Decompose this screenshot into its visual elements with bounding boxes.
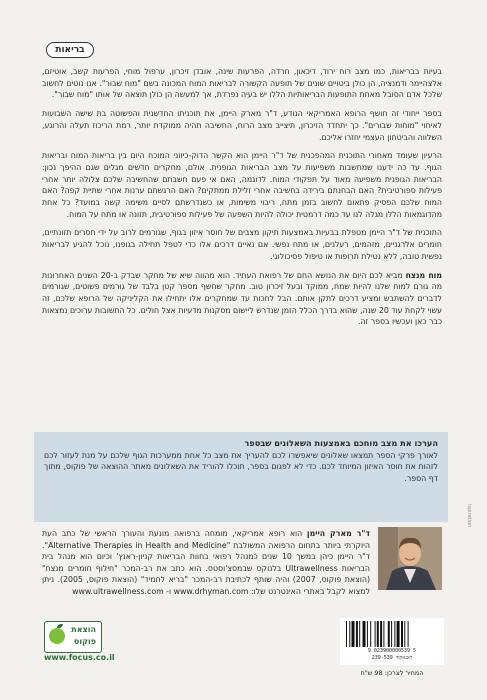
author-photo xyxy=(378,527,442,590)
author-portrait-icon xyxy=(378,527,442,590)
paragraph-3: הרעיון שעומד מאחורי התוכנית המהפכנית של ד"ר היימן הוא הקשר הדוק-כיווני המוכח היום בין בריאות המוח ובריאות הגוף. עד כה ידענו שמחשבות משפיעות על מצב הבריאות הגופנית. אולם, מחקרים חדשים מגלים שגם ההיפך נכון: הבריאות הגופנית משפיעה מאוד על תפקודי המוח. לדוגמה, האם אי פעם חשבתם שהחשיבה שלכם צלולה יותר אחרי פעילות ספורטיבית? האם הבחנתם בירידה בחשיבה אחרי זלילת ממתקים? האם הרגשתם ערנות אחרי שתיית קפה? האם המוח שלכם הפסיק פתאום לחשוב בזמן מתח, ריבוי משימות, או כשנדרשתם לסיים משימה קשה במועד? כל אחת מהדוגמאות הללו מגלה לנו עד כמה דרמטית יכולה להיות השפעה של פעילות ספורטיבית, תזונה או מתח על המוח. xyxy=(42,151,442,219)
publisher-line-1: הוצאת xyxy=(71,625,96,634)
paragraph-5-text: מביא לכם היום את הנושא החם של רפואת העתיד. הוא מהווה שיא של מחקר שבדק ב-20 השנים האחרונות מה גורם למוח שלנו להיות שמח, ממוקד ובעל זיכרון טוב. מחקר שחשף מספר קטן בלבד של גורמים פשוטים, שגורמים לדברים להשתבש ומציע דרכים לתקן אותם. הבל לחכות עד שמחקרים אלו יתחילו את הקליניקה של הרופא שלכם, זה עשוי לקחת עוד 20 שנה, שהוא בדרך הכלל הזמן שנדרש ליישום מסקנות מדעיות אצל חולים. כל התשובות ערוכים נמצאות כבר כאן ועכשיו בספר זה. xyxy=(42,270,443,327)
leaf-icon xyxy=(57,624,63,628)
side-credit-text: ispiration xyxy=(466,504,472,528)
category-tag: בריאות xyxy=(46,42,94,58)
author-bio-text: הוא רופא אמריקאי, מומחה ברפואה מונעת והעורך הראשי של כתב העת היוקרתי ביותר בתחום הרפואה המשולבת "Alternative Therapies in Health and Medicine". ד"ר היימן כיהן במשך 10 שנים כמנהל רפואי בחוות הבריאות קניון-ראנץ' וכיום הוא מנהל בית הבריאות Ultrawellness בלנוקס שבמסצ'וסטס. הוא כתב את רב-המכר "חילוף חומרים מנצח" (הוצאת פוקוס, 2007) והיה שותף לכתיבת רב-המכר "בריא לחמיד" (הוצאת פוקוס, 2005). ניתן למצוא לקבל באתרי האינטרנט שלו: www.drhyman.com ו- www.ultrawellness.com xyxy=(42,529,371,596)
questionnaire-highlight-box xyxy=(34,432,448,522)
highlight-title: הערכו את מצב מוחכם באמצעות השאלונים שבספר xyxy=(244,438,438,448)
barcode-panel xyxy=(340,618,444,665)
description-text xyxy=(42,66,442,335)
paragraph-5 xyxy=(42,270,442,329)
paragraph-1: בעיות בבריאות, כמו מצב רוח ירוד, דיכאון, חרדה, הפרעות שינה, אובדן זיכרון, ערפול מוחי, הפרעות קשב, אוטיזם, אלצהיימר ודמנציה, הן כולן ביטויים שונים של תופעה הקשורה לבריאות המוח המכונה בשם "מוח שבור". אנו נוטים לחשוב שלכל אדם הסובל מאחת התופעות הבריאותיות הללו יש בעיה נפרדת, אך למעשה הן כולן תוצאה של אותו "מוח שבור". xyxy=(42,67,442,100)
author-bio xyxy=(42,528,370,597)
barcode-icon xyxy=(346,621,438,647)
barcode-number: 9 023900000539 5 xyxy=(367,648,417,654)
price-label: המחיר לצרכן: 98 ש"ח xyxy=(360,669,424,677)
paragraph-4: התוכנית של ד"ר היימן מטפלת בבעיות באמצעות תיקון מצבים של חוסר איזון בגוף, שגורמים לרוב על ידי חסרים תזונתיים, חומרים אלרגניים, מזהמים, רעלנים, או מתח נפשי. אם נאיים דרכים אלו כדי לטפל תחילה בגופנו, נוכל להגיע לבריאות נפשית טובה, ללא נטילת תרופות או טיפול פסיכולוגי. xyxy=(42,228,442,261)
publisher-line-2: פוקוס xyxy=(73,637,96,646)
apple-icon xyxy=(49,628,65,644)
highlight-body: לאורך פרקי הספר תמצאו שאלונים שיאפשרו לכם להעריך את מצב כל אחת ממערכות הגוף שלכם על מנת לעזור לכם לזהות את חוסר האיזון המיוחד לכם. כדי לא לפגום בספר, תוכלו להוריד את השאלונים מאתר ההוצאה של פוקוס, מתוך דף הספר. xyxy=(44,450,438,484)
book-title-emphasis: מוח מנצח xyxy=(405,270,442,280)
author-name: ד"ר מארק היימן xyxy=(306,529,370,538)
paragraph-2: בספר ייחודי זה חושף הרופא האמריקאי הנודע, ד"ר מארק היימן, את תוכניתו החדשנית והפשוטה בת שישה השבועות לאיחוי "מוחות שבורים". כך יתחדד הזיכרון, תיצייב מצב הרוח, החשיבה תהיה ממוקדת יותר, רמת הריכוז תעלה והרוגע, השלווה והביטחון העצמי יחזרו אליכם. xyxy=(42,109,442,142)
publisher-logo xyxy=(44,621,102,653)
catalog-number: דאנאקוד 239-539 xyxy=(371,655,413,661)
publisher-website[interactable]: www.focus.co.il xyxy=(44,653,115,662)
